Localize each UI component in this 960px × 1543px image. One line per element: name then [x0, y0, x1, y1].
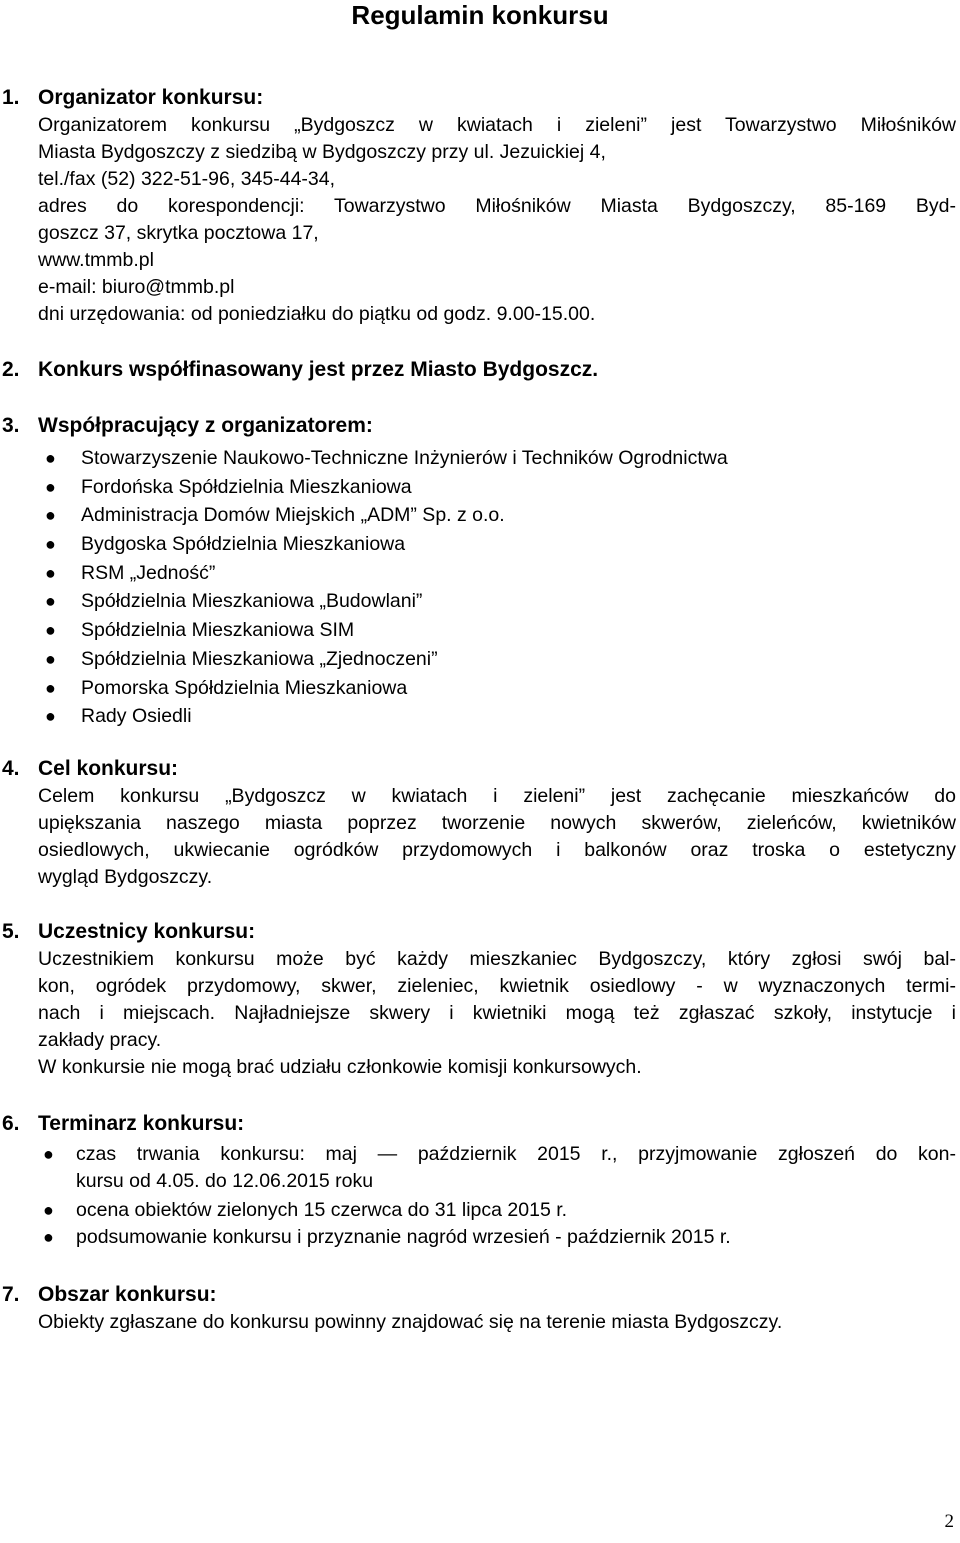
list-item: ● Bydgoska Spółdzielnia Mieszkaniowa [0, 530, 960, 559]
paragraph-line: nach i miejscach. Najładniejsze skwery i kwietniki mogą też zgłaszać szkoły, instytucje i [38, 1002, 956, 1024]
page-title: Regulamin konkursu [351, 0, 609, 30]
bullet-icon: ● [43, 1227, 54, 1247]
paragraph-line: osiedlowych, ukwiecanie ogródków przydomowych i balkonów oraz troska o estetyczny [38, 839, 956, 861]
bullet-icon: ● [45, 648, 56, 669]
section-heading [0, 356, 960, 384]
email-address: e-mail: biuro@tmmb.pl [38, 276, 235, 298]
section-body [38, 112, 956, 328]
section-participants [0, 918, 960, 1081]
section-title: Terminarz konkursu: [38, 1112, 245, 1135]
bullet-icon: ● [45, 620, 56, 641]
bullet-icon: ● [45, 534, 56, 555]
bullet-icon: ● [43, 1200, 54, 1220]
section-heading [0, 1281, 960, 1309]
section-area [0, 1281, 960, 1336]
bullet-icon: ● [45, 591, 56, 612]
paragraph-line: Organizatorem konkursu „Bydgoszcz w kwiatach i zieleni” jest Towarzystwo Miłośników [38, 114, 956, 136]
section-number: 7. [2, 1283, 20, 1306]
list-item: ● Rady Osiedli [0, 702, 960, 731]
office-hours: dni urzędowania: od poniedziałku do piątku od godz. 9.00-15.00. [38, 303, 596, 325]
list-item [0, 1197, 960, 1224]
website-link: www.tmmb.pl [38, 249, 154, 271]
section-number: 1. [2, 86, 20, 109]
schedule-list [0, 1141, 960, 1251]
section-heading [0, 918, 960, 946]
list-item [0, 1224, 960, 1251]
section-goal [0, 755, 960, 891]
paragraph-line: Uczestnikiem konkursu może być każdy mieszkaniec Bydgoszczy, który zgłosi swój bal- [38, 948, 956, 970]
bullet-icon: ● [45, 448, 56, 468]
section-title: Konkurs współfinasowany jest przez Miasto Bydgoszcz. [38, 358, 599, 381]
paragraph-line: Obiekty zgłaszane do konkursu powinny znajdować się na terenie miasta Bydgoszczy. [38, 1311, 783, 1333]
section-heading [0, 755, 960, 783]
list-item: ● Spółdzielnia Mieszkaniowa SIM [0, 616, 960, 645]
list-item-line: czas trwania konkursu: maj — październik 2015 r., przyjmowanie zgłoszeń do kon- [76, 1143, 956, 1165]
bullet-icon: ● [45, 562, 56, 583]
section-heading [0, 1110, 960, 1138]
paragraph-line: tel./fax (52) 322-51-96, 345-44-34, [38, 168, 336, 190]
partners-list [0, 444, 960, 731]
section-number: 5. [2, 920, 20, 943]
paragraph-line: wygląd Bydgoszczy. [38, 866, 213, 888]
section-title: Organizator konkursu: [38, 86, 264, 109]
paragraph-line: Miasta Bydgoszczy z siedzibą w Bydgoszczy przy ul. Jezuickiej 4, [38, 141, 606, 163]
section-title: Cel konkursu: [38, 757, 179, 780]
list-item-line: podsumowanie konkursu i przyznanie nagród wrzesień - październik 2015 r. [76, 1226, 731, 1248]
paragraph-line: goszcz 37, skrytka pocztowa 17, [38, 222, 319, 244]
section-number: 6. [2, 1112, 20, 1135]
paragraph-line: upiększania naszego miasta poprzez tworzenie nowych skwerów, zieleńców, kwietników [38, 812, 956, 834]
bullet-icon: ● [45, 706, 56, 727]
section-partners [0, 412, 960, 731]
section-heading [0, 84, 960, 112]
paragraph-line: W konkursie nie mogą brać udziału członkowie komisji konkursowych. [38, 1056, 642, 1078]
bullet-icon: ● [45, 677, 56, 698]
list-item [0, 1141, 960, 1195]
section-number: 3. [2, 414, 20, 437]
page-number: 2 [944, 1511, 954, 1532]
list-item: ● Spółdzielnia Mieszkaniowa „Zjednoczeni” [0, 645, 960, 674]
bullet-icon: ● [45, 476, 56, 497]
section-organizer [0, 84, 960, 328]
paragraph-line: Celem konkursu „Bydgoszcz w kwiatach i zieleni” jest zachęcanie mieszkańców do [38, 785, 956, 807]
section-funding [0, 356, 960, 384]
list-item: ● RSM „Jedność” [0, 559, 960, 588]
paragraph-line: kon, ogródek przydomowy, skwer, zieleniec, kwietnik osiedlowy - w wyznaczonych termi- [38, 975, 956, 997]
section-title: Obszar konkursu: [38, 1283, 217, 1306]
section-title: Uczestnicy konkursu: [38, 920, 256, 943]
section-heading [0, 412, 960, 440]
section-title: Współpracujący z organizatorem: [38, 414, 373, 437]
list-item: ● Stowarzyszenie Naukowo-Techniczne Inżynierów i Techników Ogrodnictwa [0, 444, 960, 473]
bullet-icon: ● [45, 505, 56, 526]
list-item: ● Pomorska Spółdzielnia Mieszkaniowa [0, 674, 960, 703]
list-item: ● Fordońska Spółdzielnia Mieszkaniowa [0, 473, 960, 502]
paragraph-line: zakłady pracy. [38, 1029, 162, 1051]
section-body [38, 946, 956, 1081]
section-number: 4. [2, 757, 20, 780]
list-item: ● Spółdzielnia Mieszkaniowa „Budowlani” [0, 587, 960, 616]
list-item-line: kursu od 4.05. do 12.06.2015 roku [76, 1170, 374, 1192]
section-body [38, 783, 956, 891]
section-number: 2. [2, 358, 20, 381]
section-body [38, 1309, 956, 1336]
section-schedule [0, 1110, 960, 1251]
list-item: ● Administracja Domów Miejskich „ADM” Sp. z o.o. [0, 501, 960, 530]
bullet-icon: ● [43, 1144, 54, 1164]
paragraph-line: adres do korespondencji: Towarzystwo Miłośników Miasta Bydgoszczy, 85-169 Byd- [38, 195, 956, 217]
list-item-line: ocena obiektów zielonych 15 czerwca do 31 lipca 2015 r. [76, 1199, 568, 1221]
